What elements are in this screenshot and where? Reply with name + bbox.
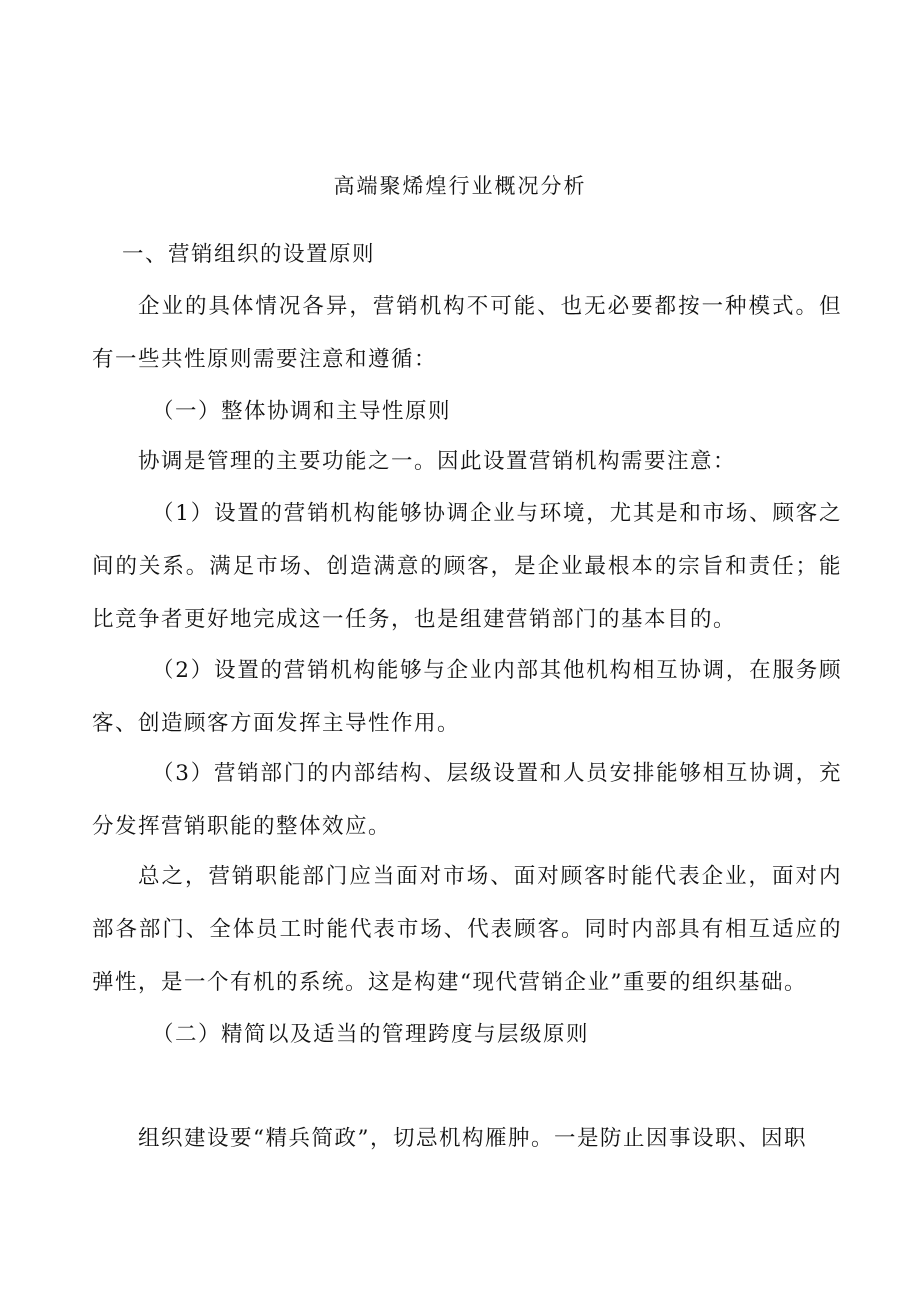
summary-paragraph: 总之，营销职能部门应当面对市场、面对顾客时能代表企业，面对内部各部门、全体员工时能代表市场、代表顾客。同时内部具有相互适应的弹性，是一个有机的系统。这是构建“现代营销企业”重要的组织基础。	[92, 864, 842, 995]
subsection-heading: （二）精简以及适当的管理跨度与层级原则	[152, 1022, 590, 1047]
list-item-point-1: （1）设置的营销机构能够协调企业与环境，尤其是和市场、顾客之间的关系。满足市场、创造满意的顾客，是企业最根本的宗旨和责任；能比竞争者更好地完成这一任务，也是组建营销部门的基本目的。	[92, 501, 842, 632]
list-item-point-2: （2）设置的营销机构能够与企业内部其他机构相互协调，在服务顾客、创造顾客方面发挥主导性作用。	[92, 658, 842, 736]
subsection-heading: （一）整体协调和主导性原则	[152, 399, 452, 424]
body-paragraph: 组织建设要“精兵简政”，切忌机构雁肿。一是防止因事设职、因职	[138, 1126, 807, 1151]
intro-paragraph: 企业的具体情况各异，营销机构不可能、也无必要都按一种模式。但有一些共性原则需要注意和遵循：	[92, 294, 842, 372]
list-item-point-3: （3）营销部门的内部结构、层级设置和人员安排能够相互协调，充分发挥营销职能的整体效应。	[92, 761, 842, 839]
document-title: 高端聚烯煌行业概况分析	[333, 174, 587, 198]
section-heading: 一、营销组织的设置原则	[122, 242, 376, 267]
subsection-intro: 协调是管理的主要功能之一。因此设置营销机构需要注意：	[138, 449, 737, 474]
